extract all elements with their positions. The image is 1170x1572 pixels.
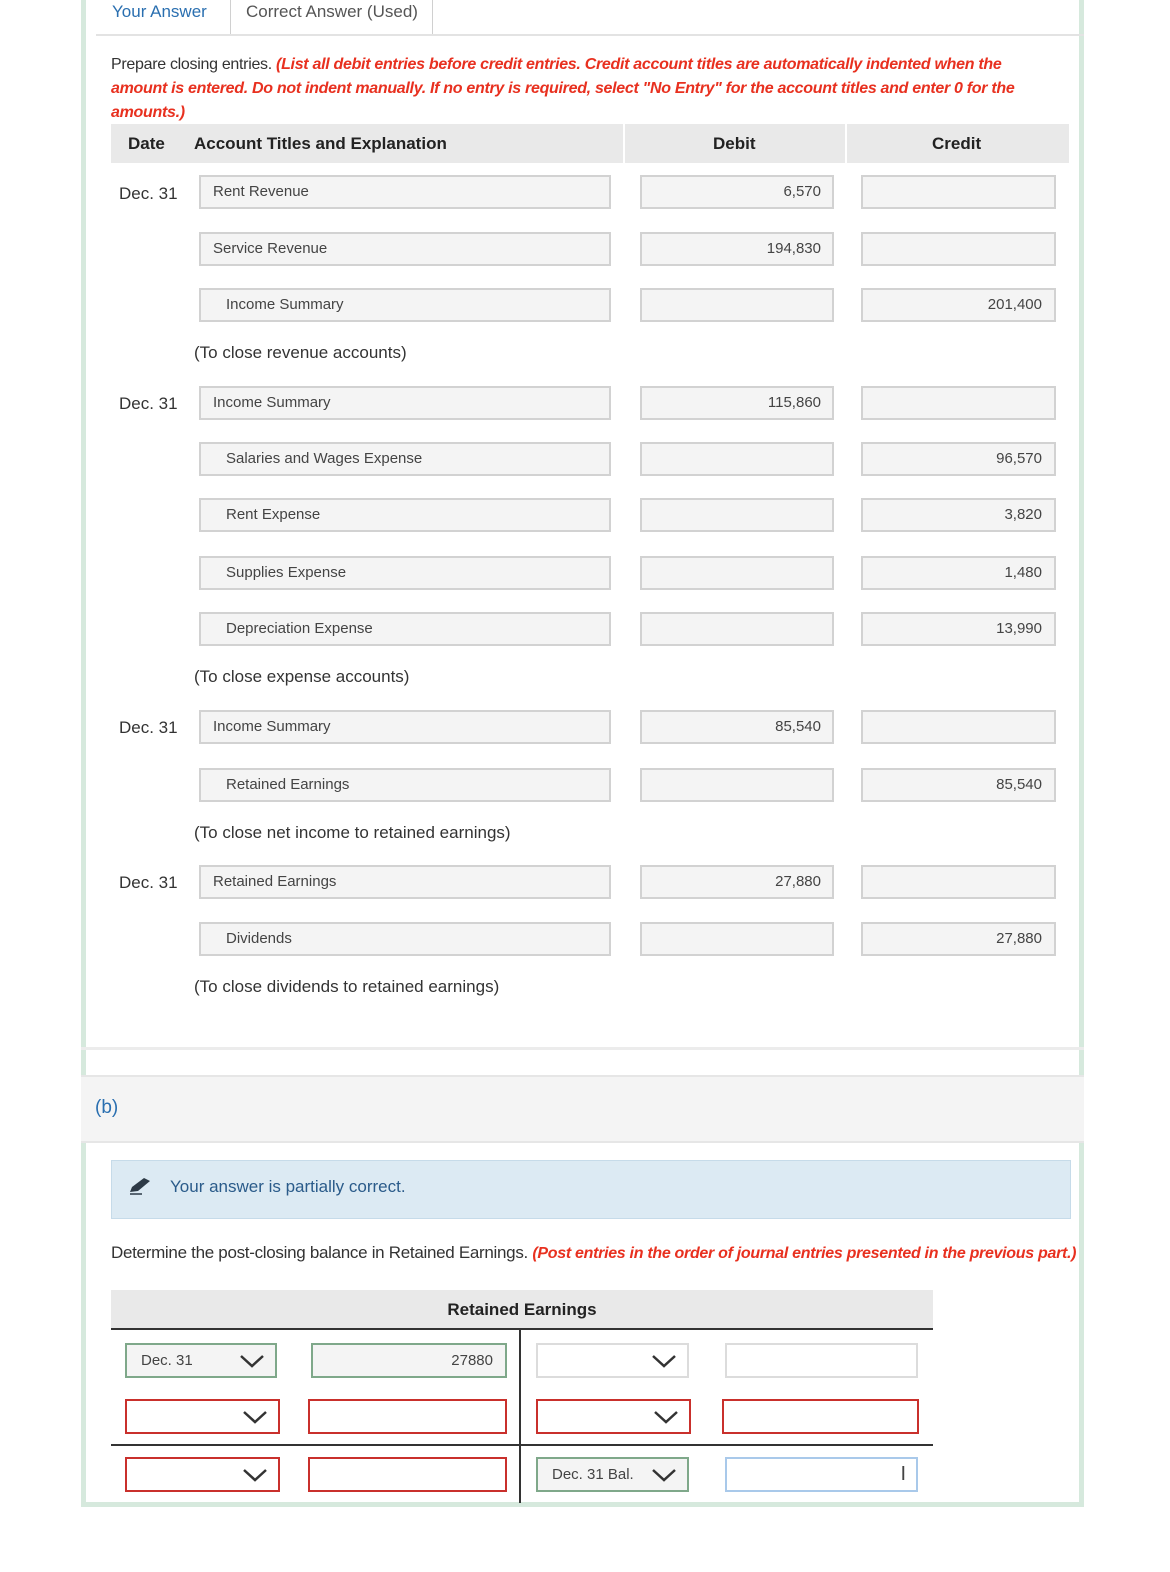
debit-field[interactable]	[640, 556, 834, 590]
left-date-select[interactable]	[125, 1343, 277, 1378]
debit-field[interactable]: 85,540	[640, 710, 834, 744]
taccount-center-rule	[519, 1330, 521, 1503]
header-separator	[845, 124, 847, 163]
taccount-title: Retained Earnings	[111, 1290, 933, 1329]
debit-field[interactable]	[640, 288, 834, 322]
chevron-down-icon	[239, 1351, 265, 1371]
pencil-icon	[128, 1176, 154, 1196]
header-separator	[623, 124, 625, 163]
debit-field[interactable]: 194,830	[640, 232, 834, 266]
tab-divider	[96, 34, 1084, 36]
right-date-select[interactable]	[536, 1343, 689, 1378]
account-field[interactable]: Service Revenue	[199, 232, 611, 266]
debit-field[interactable]: 115,860	[640, 386, 834, 420]
chevron-down-icon	[651, 1465, 677, 1485]
taccount-balance-rule	[111, 1444, 933, 1446]
right-amount-field[interactable]	[725, 1343, 918, 1378]
debit-field[interactable]	[640, 498, 834, 532]
instructions-lead: Prepare closing entries.	[111, 56, 272, 73]
taccount-top-rule	[111, 1328, 933, 1330]
credit-field[interactable]: 27,880	[861, 922, 1056, 956]
tab-correct-answer[interactable]: Correct Answer (Used)	[230, 0, 433, 36]
instructions-note: (List all debit entries before credit entries. Credit account titles are automatically indented when the amount is entered. Do not indent manually. If no entry is required, select "No Entry" for the account titles and enter 0 for the amounts.)	[111, 56, 1015, 121]
entry-explanation: (To close dividends to retained earnings)	[194, 977, 500, 996]
credit-field[interactable]	[861, 865, 1056, 899]
credit-field[interactable]: 13,990	[861, 612, 1056, 646]
entry-explanation: (To close net income to retained earnings)	[194, 823, 511, 842]
credit-field[interactable]	[861, 386, 1056, 420]
chevron-down-icon	[653, 1407, 679, 1427]
account-field[interactable]: Income Summary	[199, 386, 611, 420]
balance-left-amount-field[interactable]	[308, 1457, 507, 1492]
credit-field[interactable]	[861, 232, 1056, 266]
credit-field[interactable]: 201,400	[861, 288, 1056, 322]
part-b-instruction-lead: Determine the post-closing balance in Retained Earnings.	[111, 1243, 528, 1262]
chevron-down-icon	[242, 1465, 268, 1485]
chevron-down-icon	[651, 1351, 677, 1371]
entry-explanation: (To close revenue accounts)	[194, 343, 407, 362]
debit-field[interactable]: 6,570	[640, 175, 834, 209]
credit-field[interactable]	[861, 175, 1056, 209]
account-field[interactable]: Rent Expense	[199, 498, 611, 532]
instructions	[111, 53, 1061, 125]
part-b-label: (b)	[95, 1097, 119, 1118]
part-b-header	[81, 1075, 1084, 1143]
left-date-select[interactable]	[125, 1399, 280, 1434]
left-amount-field[interactable]: 27880	[311, 1343, 507, 1378]
account-field[interactable]: Supplies Expense	[199, 556, 611, 590]
account-field[interactable]: Depreciation Expense	[199, 612, 611, 646]
left-amount-field[interactable]	[308, 1399, 507, 1434]
entry-date: Dec. 31	[119, 394, 178, 413]
left-date-value: Dec. 31	[141, 1352, 193, 1369]
balance-right-date-select[interactable]	[536, 1457, 689, 1492]
credit-field[interactable]: 85,540	[861, 768, 1056, 802]
right-date-select[interactable]	[536, 1399, 691, 1434]
entry-date: Dec. 31	[119, 873, 178, 892]
question-panel	[81, 0, 1084, 1507]
part-b-instruction	[111, 1243, 1076, 1263]
entry-explanation: (To close expense accounts)	[194, 667, 410, 686]
credit-field[interactable]: 3,820	[861, 498, 1056, 532]
balance-right-date-value: Dec. 31 Bal.	[552, 1466, 634, 1483]
account-field[interactable]: Retained Earnings	[199, 768, 611, 802]
debit-field[interactable]	[640, 768, 834, 802]
debit-field[interactable]	[640, 922, 834, 956]
account-field[interactable]: Income Summary	[199, 710, 611, 744]
chevron-down-icon	[242, 1407, 268, 1427]
entry-date: Dec. 31	[119, 184, 178, 203]
credit-field[interactable]: 96,570	[861, 442, 1056, 476]
credit-field[interactable]	[861, 710, 1056, 744]
section-divider	[81, 1047, 1084, 1050]
credit-field[interactable]: 1,480	[861, 556, 1056, 590]
balance-left-date-select[interactable]	[125, 1457, 280, 1492]
header-date: Date	[128, 134, 165, 153]
part-b-instruction-note: (Post entries in the order of journal entries presented in the previous part.)	[532, 1245, 1077, 1262]
account-field[interactable]: Income Summary	[199, 288, 611, 322]
tab-your-answer[interactable]: Your Answer	[112, 2, 207, 21]
balance-right-amount-field[interactable]: I	[725, 1457, 918, 1492]
account-field[interactable]: Dividends	[199, 922, 611, 956]
account-field[interactable]: Rent Revenue	[199, 175, 611, 209]
header-account: Account Titles and Explanation	[194, 134, 447, 153]
debit-field[interactable]	[640, 442, 834, 476]
header-debit: Debit	[713, 134, 756, 153]
debit-field[interactable]: 27,880	[640, 865, 834, 899]
entry-date: Dec. 31	[119, 718, 178, 737]
account-field[interactable]: Salaries and Wages Expense	[199, 442, 611, 476]
header-credit: Credit	[932, 134, 982, 153]
right-amount-field[interactable]	[722, 1399, 919, 1434]
debit-field[interactable]	[640, 612, 834, 646]
account-field[interactable]: Retained Earnings	[199, 865, 611, 899]
notice-text: Your answer is partially correct.	[170, 1177, 406, 1196]
